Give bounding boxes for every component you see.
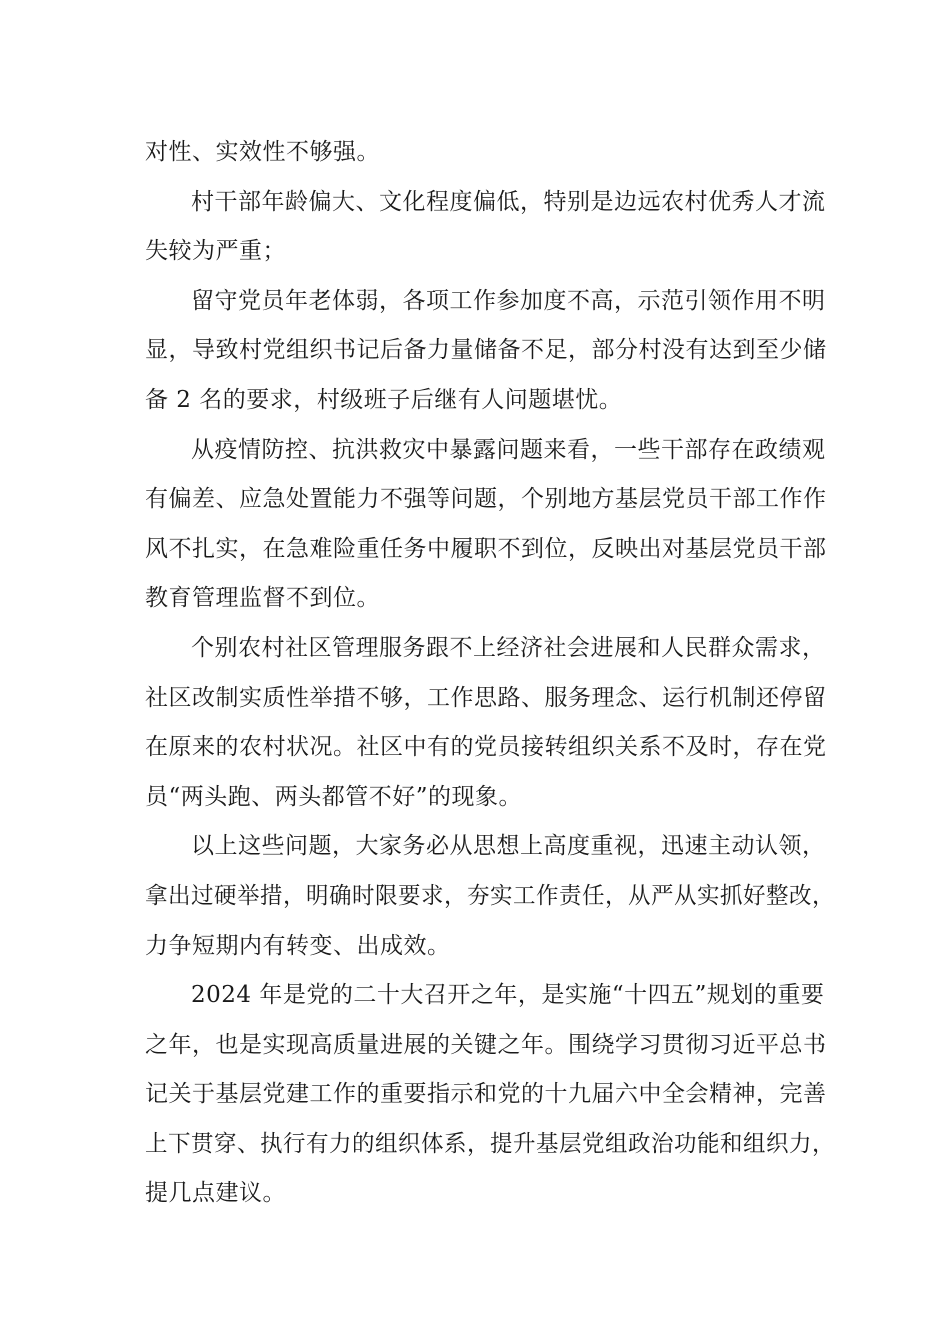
document-body bbox=[145, 128, 835, 1219]
text-line: 教育管理监督不到位。 bbox=[145, 585, 380, 612]
text-line: 以上这些问题，大家务必从思想上高度重视，迅速主动认领， bbox=[191, 833, 826, 860]
text-line: 力争短期内有转变、出成效。 bbox=[145, 932, 451, 959]
text-line: 记关于基层党建工作的重要指示和党的十九届六中全会精神，完善 bbox=[145, 1081, 827, 1108]
text-line: 上下贯穿、执行有力的组织体系，提升基层党组政治功能和组织力， bbox=[145, 1130, 835, 1157]
text-line: 风不扎实，在急难险重任务中履职不到位，反映出对基层党员干部 bbox=[145, 535, 827, 562]
text-line: 提几点建议。 bbox=[145, 1180, 286, 1207]
text-line: 失较为严重； bbox=[145, 238, 286, 265]
text-line: 拿出过硬举措，明确时限要求，夯实工作责任，从严从实抓好整改， bbox=[145, 882, 835, 909]
text-line: 对性、实效性不够强。 bbox=[145, 139, 380, 165]
text-line: 个别农村社区管理服务跟不上经济社会进展和人民群众需求， bbox=[191, 634, 826, 661]
text-line: 有偏差、应急处置能力不强等问题，个别地方基层党员干部工作作 bbox=[145, 486, 827, 513]
text-line: 社区改制实质性举措不够，工作思路、服务理念、运行机制还停留 bbox=[145, 684, 827, 711]
text-line: 2024 年是党的二十大召开之年，是实施“十四五”规划的重要 bbox=[191, 982, 825, 1009]
text-line: 备 2 名的要求，村级班子后继有人问题堪忧。 bbox=[145, 386, 623, 413]
text-line: 显，导致村党组织书记后备力量储备不足，部分村没有达到至少储 bbox=[145, 337, 827, 364]
text-line: 在原来的农村状况。社区中有的党员接转组织关系不及时，存在党 bbox=[145, 734, 827, 761]
text-line: 之年，也是实现高质量进展的关键之年。围绕学习贯彻习近平总书 bbox=[145, 1031, 827, 1058]
text-line: 员“两头跑、两头都管不好”的现象。 bbox=[145, 783, 523, 810]
text-line: 留守党员年老体弱，各项工作参加度不高，示范引领作用不明 bbox=[191, 287, 826, 314]
text-line: 从疫情防控、抗洪救灾中暴露问题来看，一些干部存在政绩观 bbox=[191, 436, 826, 463]
text-line: 村干部年龄偏大、文化程度偏低，特别是边远农村优秀人才流 bbox=[191, 188, 826, 215]
